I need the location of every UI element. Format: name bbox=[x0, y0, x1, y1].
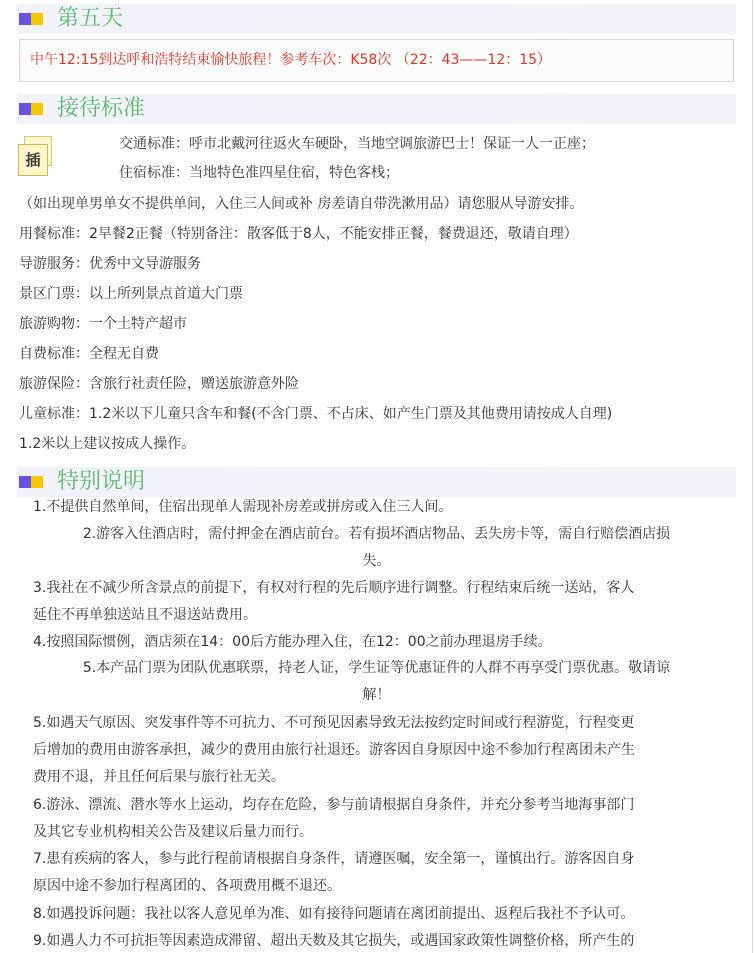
special-line: 失。 bbox=[362, 553, 391, 569]
heading-marker-blue bbox=[19, 103, 31, 115]
standards-title: 接待标准 bbox=[57, 96, 146, 121]
standards-line: 旅游保险：含旅行社责任险，赠送旅游意外险 bbox=[19, 376, 299, 392]
standards-line: 导游服务：优秀中文导游服务 bbox=[19, 256, 201, 272]
special-line: 7.患有疾病的客人，参与此行程前请根据自身条件，请遵医嘱，安全第一，谨慎出行。游客因自身 bbox=[33, 851, 635, 867]
heading-marker-blue bbox=[19, 476, 31, 488]
standards-line: 用餐标准：2早餐2正餐（特别备注：散客低于8人，不能安排正餐，餐费退还，敬请自理） bbox=[19, 226, 578, 242]
special-line: 3.我社在不减少所含景点的前提下，有权对行程的先后顺序进行调整。行程结束后统一送站，客人 bbox=[33, 580, 635, 596]
heading-marker-yellow bbox=[31, 13, 43, 25]
special-line: 1.不提供自然单间，住宿出现单人需现补房差或拼房或入住三人间。 bbox=[33, 499, 453, 515]
day5-notice-text: 中午12:15到达呼和浩特结束愉快旅程！参考车次：K58次 （22：43——12：15） bbox=[30, 52, 552, 68]
heading-marker-yellow bbox=[31, 103, 43, 115]
special-line: 2.游客入住酒店时，需付押金在酒店前台。若有损坏酒店物品、丢失房卡等，需自行赔偿酒店损 bbox=[82, 526, 671, 542]
standards-heading bbox=[17, 94, 736, 124]
special-line: 后增加的费用由游客承担，减少的费用由旅行社退还。游客因自身原因中途不参加行程离团未产生 bbox=[33, 742, 635, 758]
insert-image-icon: 插 bbox=[18, 136, 54, 176]
special-line: 9.如遇人力不可抗拒等因素造成滞留、超出天数及其它损失，或遇国家政策性调整价格，所产生的 bbox=[33, 933, 635, 949]
standards-line: 景区门票：以上所列景点首道大门票 bbox=[19, 286, 243, 302]
special-line: 费用不退，并且任何后果与旅行社无关。 bbox=[33, 769, 285, 785]
special-heading bbox=[17, 467, 736, 497]
heading-marker-blue bbox=[19, 13, 31, 25]
day5-title: 第五天 bbox=[57, 6, 124, 31]
standards-line: 旅游购物：一个土特产超市 bbox=[19, 316, 187, 332]
special-line: 5.如遇天气原因、突发事件等不可抗力、不可预见因素导致无法按约定时间或行程游览，行程变更 bbox=[33, 715, 635, 731]
standards-line: （如出现单男单女不提供单间，入住三人间或补 房差请自带洗漱用品）请您服从导游安排。 bbox=[19, 196, 584, 212]
special-line: 6.游泳、漂流、潜水等水上运动，均存在危险，参与前请根据自身条件，并充分参考当地海事部门 bbox=[33, 797, 635, 813]
special-line: 原因中途不参加行程离团的、各项费用概不退还。 bbox=[33, 878, 341, 894]
heading-marker-yellow bbox=[31, 476, 43, 488]
standards-line: 1.2米以上建议按成人操作。 bbox=[19, 436, 196, 452]
day5-notice-box bbox=[19, 39, 734, 82]
standards-line: 住宿标准：当地特色准四星住宿，特色客栈； bbox=[119, 165, 399, 181]
special-line: 延住不再单独送站且不退送站费用。 bbox=[33, 607, 257, 623]
special-title: 特别说明 bbox=[57, 469, 146, 494]
special-line: 解！ bbox=[362, 687, 391, 703]
day5-heading bbox=[17, 4, 736, 34]
standards-line: 交通标准：呼市北戴河往返火车硬卧，当地空调旅游巴士！保证一人一正座； bbox=[119, 136, 595, 152]
special-line: 5.本产品门票为团队优惠联票，持老人证，学生证等优惠证件的人群不再享受门票优惠。敬请谅 bbox=[82, 660, 671, 676]
special-line: 及其它专业机构相关公告及建议后量力而行。 bbox=[33, 824, 313, 840]
special-line: 4.按照国际惯例，酒店须在14：00后方能办理入住，在12：00之前办理退房手续。 bbox=[33, 634, 552, 650]
standards-line: 儿童标准：1.2米以下儿童只含车和餐(不含门票、不占床、如产生门票及其他费用请按成人自理) bbox=[19, 406, 613, 422]
special-line: 8.如遇投诉问题：我社以客人意见单为准、如有接待问题请在离团前提出、返程后我社不予认可。 bbox=[33, 906, 635, 922]
standards-line: 自费标准：全程无自费 bbox=[19, 346, 159, 362]
